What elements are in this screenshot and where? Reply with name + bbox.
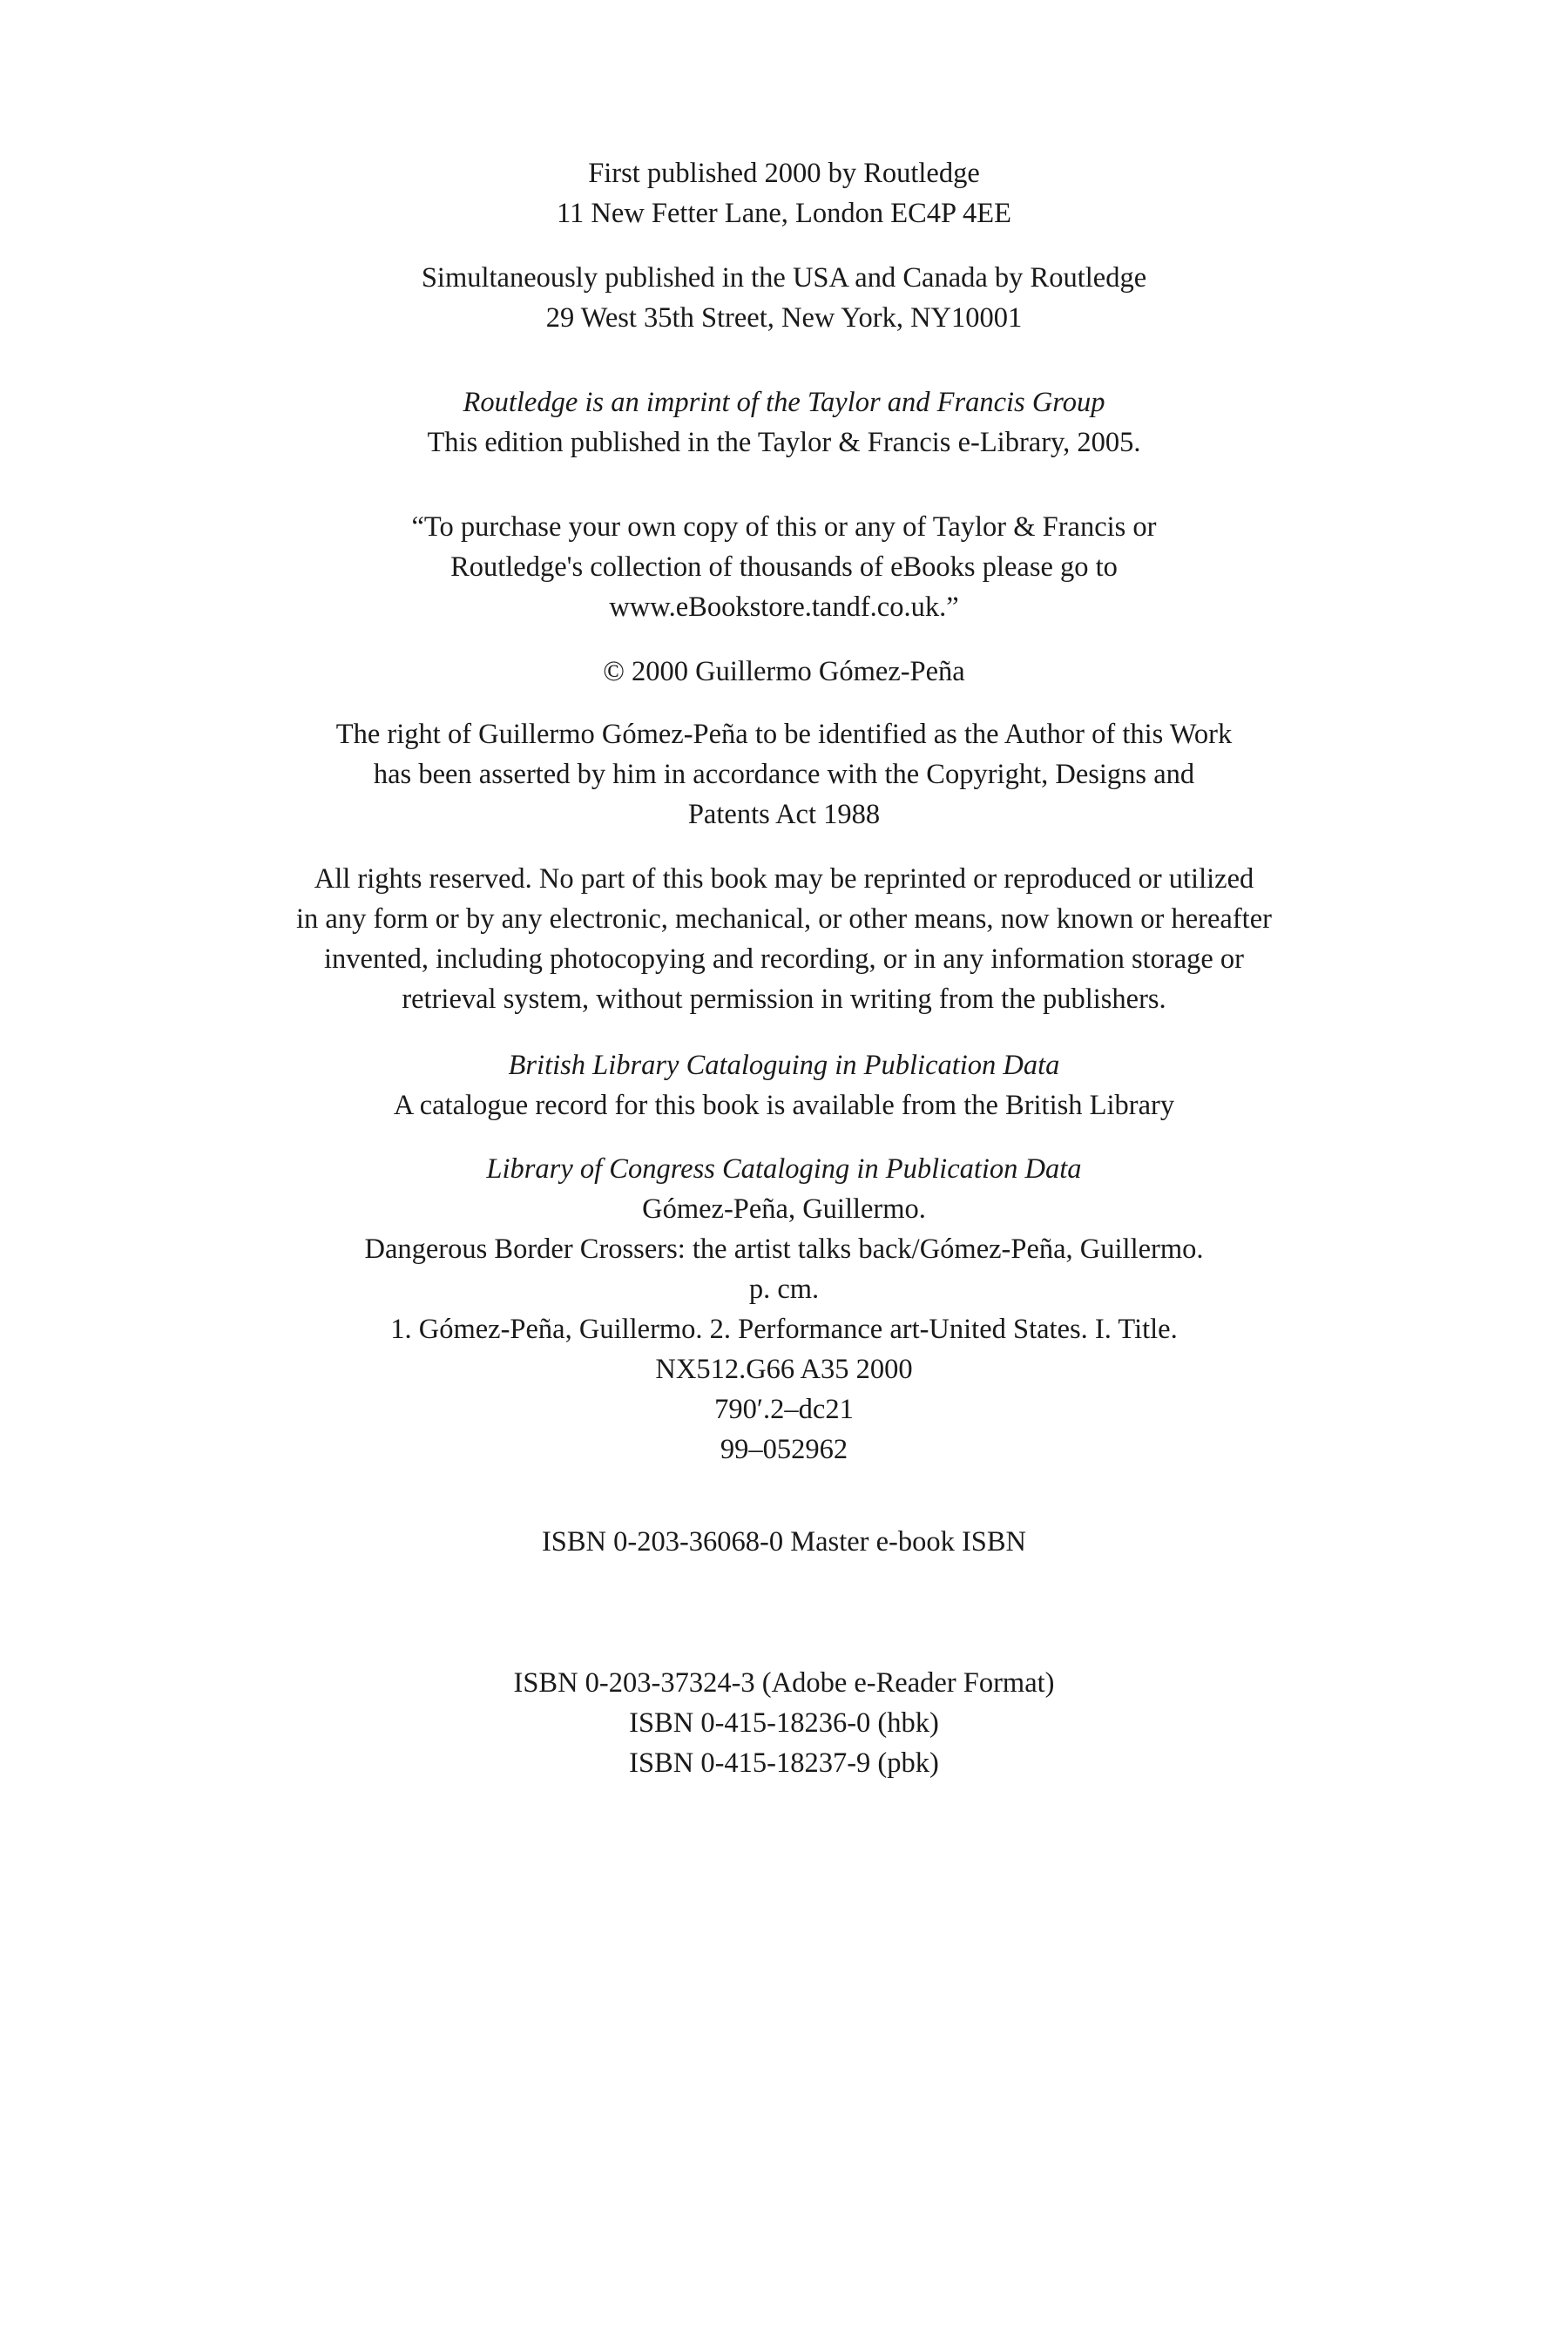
purchase-notice-block [0,507,1568,627]
loc-call-number-line: NX512.G66 A35 2000 [655,1354,913,1385]
british-library-block [0,1045,1568,1125]
imprint-block [0,382,1568,463]
british-library-heading: British Library Cataloguing in Publication Data [508,1050,1060,1081]
usa-address-line: 29 West 35th Street, New York, NY10001 [545,302,1023,334]
isbn-master-line: ISBN 0-203-36068-0 Master e-book ISBN [541,1526,1027,1558]
british-library-line: A catalogue record for this book is available from the British Library [393,1090,1175,1121]
rights-reserved-block [0,859,1568,1019]
copyright-line: © 2000 Guillermo Gómez-Peña [603,656,965,687]
usa-published-line: Simultaneously published in the USA and Canada by Routledge [421,262,1147,294]
rights-reserved-line-1: All rights reserved. No part of this book may be reprinted or reproduced or utilized [314,863,1254,895]
loc-control-number-line: 99–052962 [720,1434,848,1465]
loc-author-line: Gómez-Peña, Guillermo. [642,1193,926,1225]
imprint-line: Routledge is an imprint of the Taylor and Francis Group [463,387,1105,418]
loc-heading: Library of Congress Cataloging in Publication Data [486,1153,1082,1185]
moral-rights-line-1: The right of Guillermo Gómez-Peña to be identified as the Author of this Work [335,719,1233,750]
purchase-line-2: Routledge's collection of thousands of eBooks please go to [450,551,1118,583]
loc-dewey-line: 790′.2–dc21 [714,1394,854,1425]
isbn-pbk-line: ISBN 0-415-18237-9 (pbk) [629,1747,939,1779]
loc-title-line: Dangerous Border Crossers: the artist talks back/Gómez-Peña, Guillermo. [364,1233,1204,1265]
rights-reserved-line-2: in any form or by any electronic, mechanical, or other means, now known or hereafter [296,903,1272,935]
loc-subjects-line: 1. Gómez-Peña, Guillermo. 2. Performance art-United States. I. Title. [390,1314,1178,1345]
library-of-congress-block [0,1149,1568,1470]
publisher-address-line: 11 New Fetter Lane, London EC4P 4EE [557,198,1011,229]
publication-block [0,153,1568,233]
isbn-block [0,1663,1568,1783]
rights-reserved-line-3: invented, including photocopying and recording, or in any information storage or [324,943,1244,975]
isbn-adobe-line: ISBN 0-203-37324-3 (Adobe e-Reader Format) [513,1667,1055,1699]
master-isbn-block [0,1522,1568,1562]
rights-reserved-line-4: retrieval system, without permission in writing from the publishers. [402,983,1166,1015]
moral-rights-line-3: Patents Act 1988 [687,799,881,830]
copyright-block [0,652,1568,692]
edition-line: This edition published in the Taylor & Francis e-Library, 2005. [427,427,1141,458]
moral-rights-line-2: has been asserted by him in accordance with the Copyright, Designs and [373,759,1195,790]
isbn-hbk-line: ISBN 0-415-18236-0 (hbk) [629,1707,939,1739]
first-published-line: First published 2000 by Routledge [588,158,980,189]
loc-pages-line: p. cm. [748,1274,820,1305]
purchase-line-1: “To purchase your own copy of this or any of Taylor & Francis or [411,511,1157,543]
purchase-url-line: www.eBookstore.tandf.co.uk.” [609,591,959,623]
moral-rights-block [0,714,1568,835]
usa-publication-block [0,258,1568,338]
